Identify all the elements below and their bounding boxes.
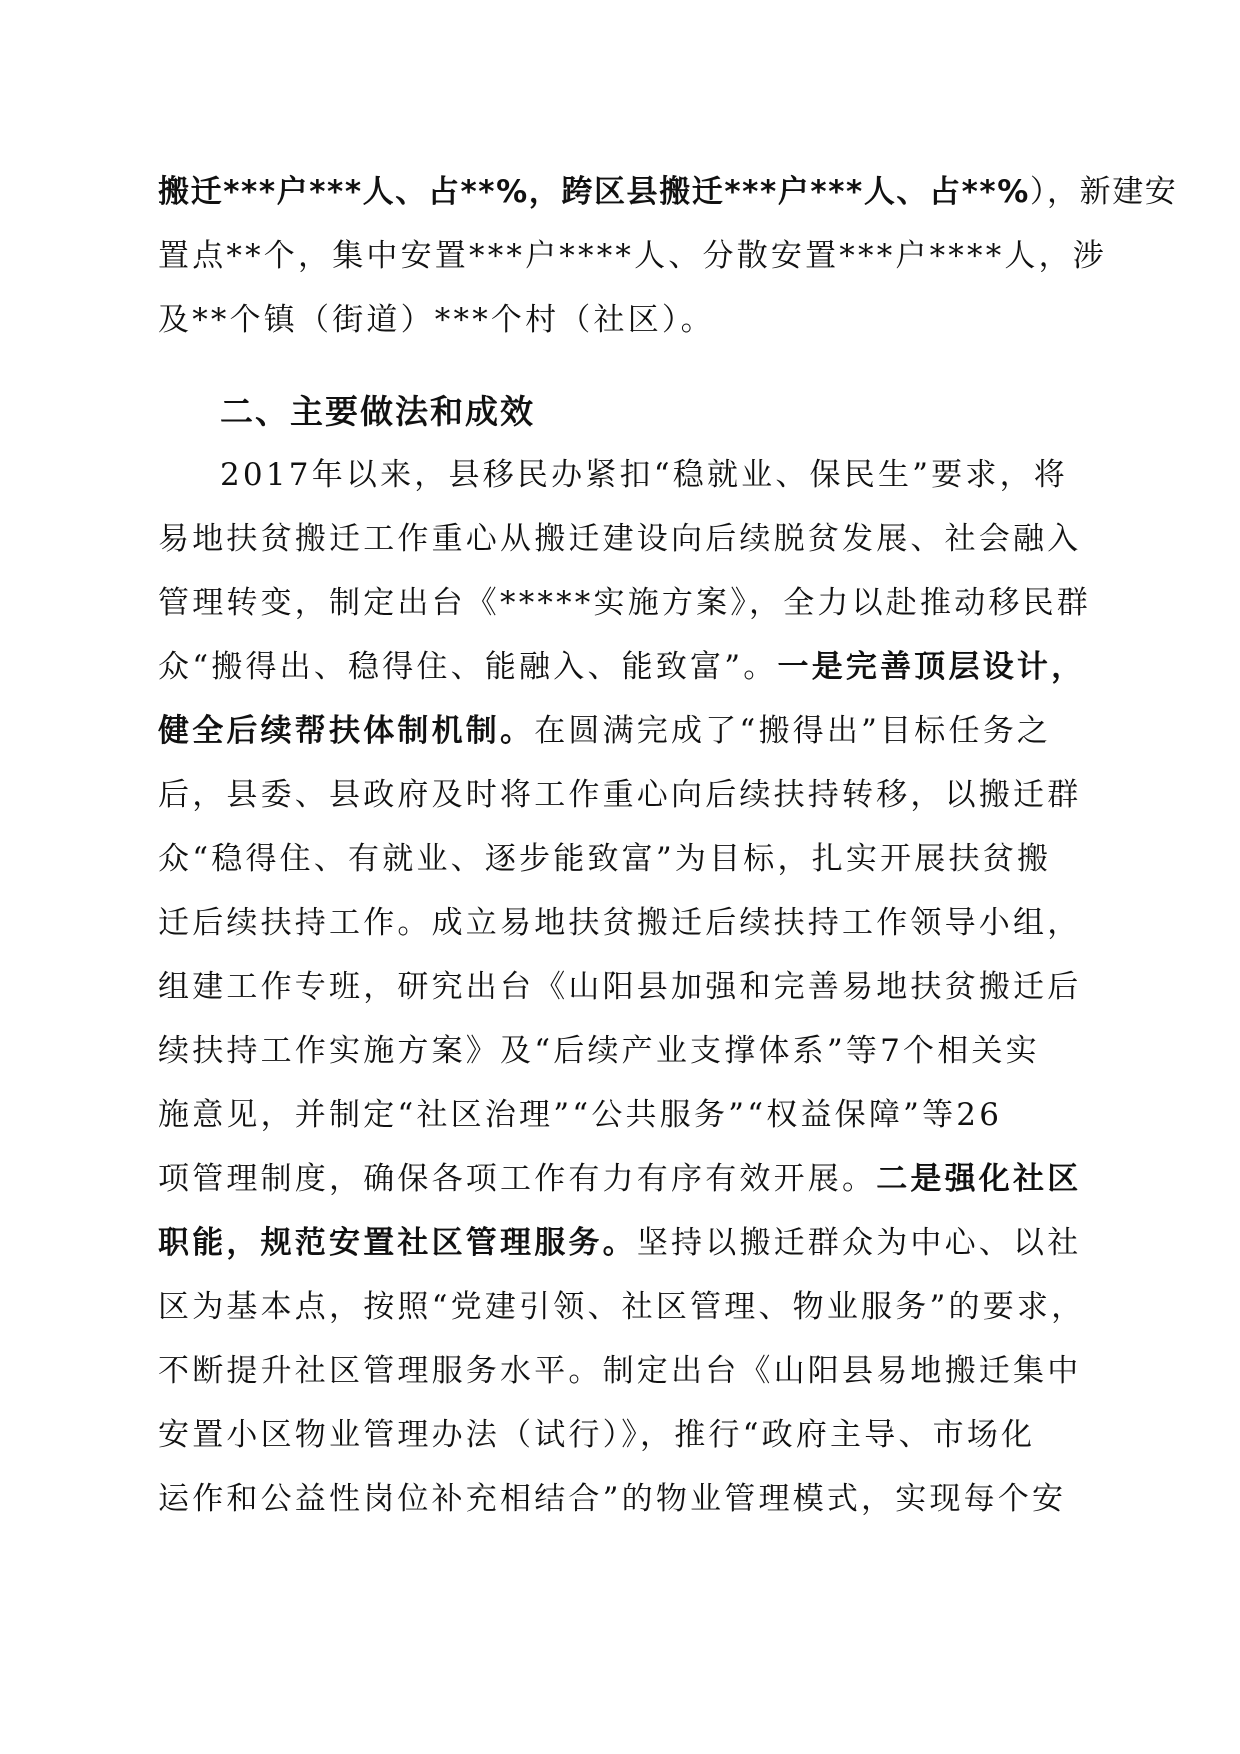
- body-line-2: 易地扶贫搬迁工作重心从搬迁建设向后续脱贫发展、社会融入: [158, 521, 1082, 557]
- body-paragraph: [158, 443, 1091, 1531]
- body-line-4-bold: 一是完善顶层设计，: [777, 649, 1086, 685]
- body-line-1: 2017年以来，县移民办紧扣“稳就业、保民生”要求，将: [220, 457, 1068, 493]
- intro-line-3: 及**个镇（街道）***个村（社区）。: [158, 302, 715, 338]
- body-line-5-normal: 在圆满完成了“搬得出”目标任务之: [534, 713, 1052, 749]
- body-line-4-normal: 众“搬得出、稳得住、能融入、能致富”。: [158, 649, 778, 685]
- body-line-9: 组建工作专班，研究出台《山阳县加强和完善易地扶贫搬迁后: [158, 969, 1082, 1005]
- body-line-12-normal: 项管理制度，确保各项工作有力有序有效开展。: [158, 1161, 877, 1197]
- body-line-14: 区为基本点，按照“党建引领、社区管理、物业服务”的要求，: [158, 1289, 1086, 1325]
- intro-paragraph: [158, 160, 1178, 352]
- body-line-5: [158, 699, 1078, 763]
- intro-line-2: 置点**个，集中安置***户****人、分散安置***户****人，涉: [158, 238, 1107, 274]
- intro-line-1-bold: 搬迁***户***人、占**%，跨区县搬迁***户***人、占**%: [158, 174, 1030, 210]
- intro-line-1-rest: ），新建安: [1029, 174, 1178, 210]
- body-line-12: [158, 1147, 1082, 1211]
- body-line-13: [158, 1211, 1082, 1275]
- body-line-5-bold: 健全后续帮扶体制机制。: [158, 713, 535, 749]
- body-line-13-normal: 坚持以搬迁群众为中心、以社: [636, 1225, 1082, 1261]
- intro-line-1: [158, 160, 1178, 224]
- body-line-7: 众“稳得住、有就业、逐步能致富”为目标，扎实开展扶贫搬: [158, 841, 1052, 877]
- body-line-8: 迁后续扶持工作。成立易地扶贫搬迁后续扶持工作领导小组，: [158, 905, 1082, 941]
- body-line-4: [158, 635, 1086, 699]
- body-line-13-bold: 职能，规范安置社区管理服务。: [158, 1225, 637, 1261]
- body-line-12-bold: 二是强化社区: [876, 1161, 1082, 1197]
- body-line-3: 管理转变，制定出台《*****实施方案》，全力以赴推动移民群: [158, 585, 1091, 621]
- body-line-11: 施意见，并制定“社区治理”“公共服务”“权益保障”等26: [158, 1097, 1003, 1133]
- body-line-10: 续扶持工作实施方案》及“后续产业支撑体系”等7个相关实: [158, 1033, 1040, 1069]
- section-heading: 二、主要做法和成效: [220, 392, 535, 431]
- body-line-15: 不断提升社区管理服务水平。制定出台《山阳县易地搬迁集中: [158, 1353, 1082, 1389]
- body-line-17: 运作和公益性岗位补充相结合”的物业管理模式，实现每个安: [158, 1481, 1067, 1517]
- body-line-16: 安置小区物业管理办法（试行）》，推行“政府主导、市场化: [158, 1417, 1036, 1453]
- body-line-6: 后，县委、县政府及时将工作重心向后续扶持转移，以搬迁群: [158, 777, 1082, 813]
